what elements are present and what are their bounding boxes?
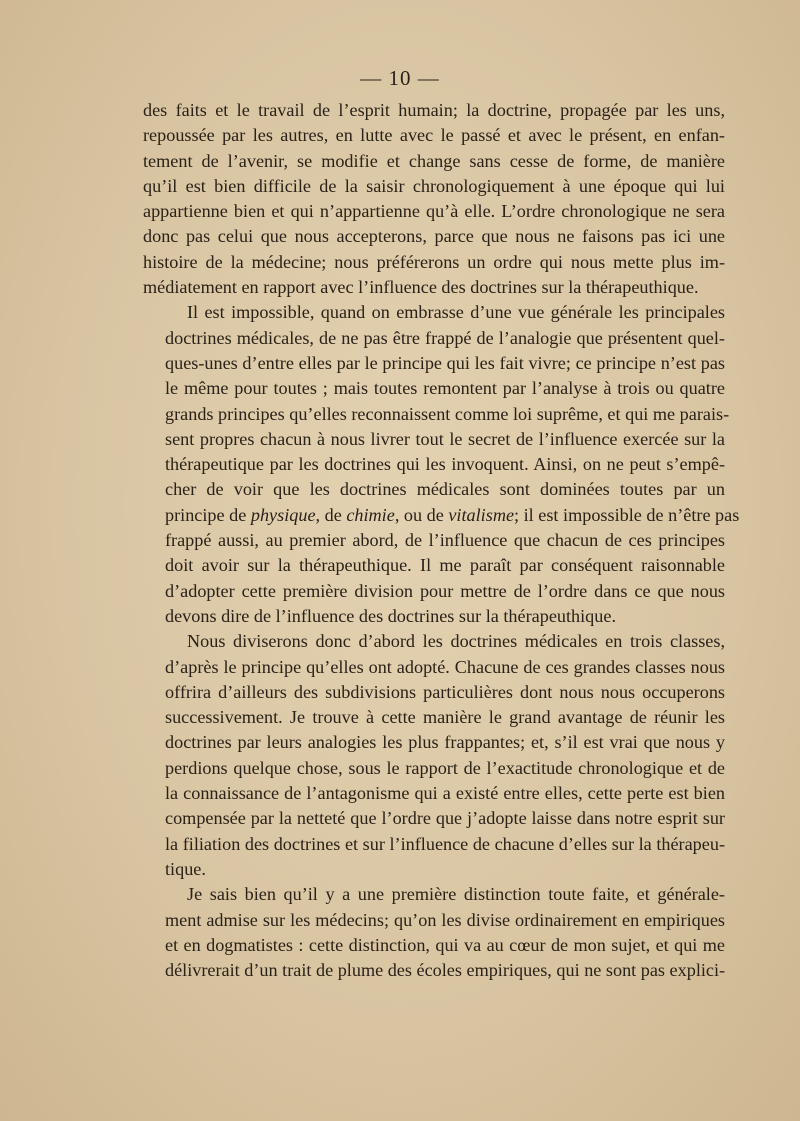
text-line: Nous diviserons donc d’abord les doctrines médicales en trois classes, (187, 631, 725, 652)
text-line: compensée par la netteté que l’ordre que j’adopte laisse dans notre esprit sur (165, 808, 725, 829)
text-line: donc pas celui que nous accepterons, parce que nous ne faisons pas ici une (143, 226, 725, 247)
paragraph (143, 629, 725, 882)
text-line: médiatement en rapport avec l’influence des doctrines sur la thérapeuthique. (143, 277, 699, 298)
paragraph (143, 882, 725, 983)
text-line: tique. (165, 858, 206, 879)
text-line: tement de l’avenir, se modifie et change sans cesse de forme, de manière (143, 150, 725, 171)
text-line: cher de voir que les doctrines médicales sont dominées toutes par un (165, 479, 725, 500)
text-line: perdions quelque chose, sous le rapport de l’exactitude chronologique et de (165, 757, 725, 778)
text-line: d’après le principe qu’elles ont adopté. Chacune de ces grandes classes nous (165, 656, 725, 677)
text-line: histoire de la médecine; nous préférerons un ordre qui nous mette plus im- (143, 251, 725, 272)
text-line: successivement. Je trouve à cette manière le grand avantage de réunir les (165, 707, 725, 728)
text-line: délivrerait d’un trait de plume des écoles empiriques, qui ne sont pas explici- (165, 960, 726, 981)
text-line: thérapeutique par les doctrines qui les invoquent. Ainsi, on ne peut s’empê- (165, 454, 725, 475)
text-line: d’adopter cette première division pour mettre de l’ordre dans ce que nous (165, 580, 725, 601)
text-line: doctrines médicales, de ne pas être frappé de l’analogie que présentent quel- (165, 327, 725, 348)
text-line: offrira d’ailleurs des subdivisions particulières dont nous nous occuperons (165, 681, 725, 702)
text-line: appartienne bien et qui n’appartienne qu’à elle. L’ordre chronologique ne sera (143, 201, 725, 222)
text-line: ment admise sur les médecins; qu’on les divise ordinairement en empiriques (165, 909, 725, 930)
text-line: Il est impossible, quand on embrasse d’une vue générale les principales (187, 302, 725, 323)
body-text (143, 98, 740, 983)
paragraph (143, 98, 725, 300)
text-line: devons dire de l’influence des doctrines sur la thérapeuthique. (165, 605, 616, 626)
text-line: la filiation des doctrines et sur l’influence de chacune d’elles sur la thérapeu- (165, 833, 725, 854)
text-line: Je sais bien qu’il y a une première distinction toute faite, et générale- (187, 884, 725, 905)
text-line: la connaissance de l’antagonisme qui a existé entre elles, cette perte est bien (165, 783, 725, 804)
text-line: et en dogmatistes : cette distinction, qui va au cœur de mon sujet, et qui me (165, 934, 725, 955)
text-line: des faits et le travail de l’esprit humain; la doctrine, propagée par les uns, (143, 100, 725, 120)
text-line: principe de physique, de chimie, ou de vitalisme; il est impossible de n’être pas (165, 504, 740, 525)
text-line: le même pour toutes ; mais toutes remontent par l’analyse à trois ou quatre (165, 378, 725, 399)
text-line: sent propres chacun à nous livrer tout le secret de l’influence exercée sur la (165, 428, 725, 449)
text-line: qu’il est bien difficile de la saisir chronologiquement à une époque qui lui (143, 175, 725, 196)
text-line: grands principes qu’elles reconnaissent comme loi suprême, et qui me parais- (165, 403, 730, 424)
text-line: ques-unes d’entre elles par le principe qui les fait vivre; ce principe n’est pas (165, 352, 725, 373)
text-line: doit avoir sur la thérapeuthique. Il me paraît par conséquent raisonnable (165, 555, 725, 576)
text-line: frappé aussi, au premier abord, de l’influence que chacun de ces principes (165, 530, 725, 551)
paragraph (143, 300, 740, 629)
text-line: doctrines par leurs analogies les plus frappantes; et, s’il est vrai que nous y (165, 732, 725, 753)
text-line: repoussée par les autres, en lutte avec le passé et avec le présent, en enfan- (143, 125, 725, 146)
page-number: — 10 — (360, 66, 440, 90)
